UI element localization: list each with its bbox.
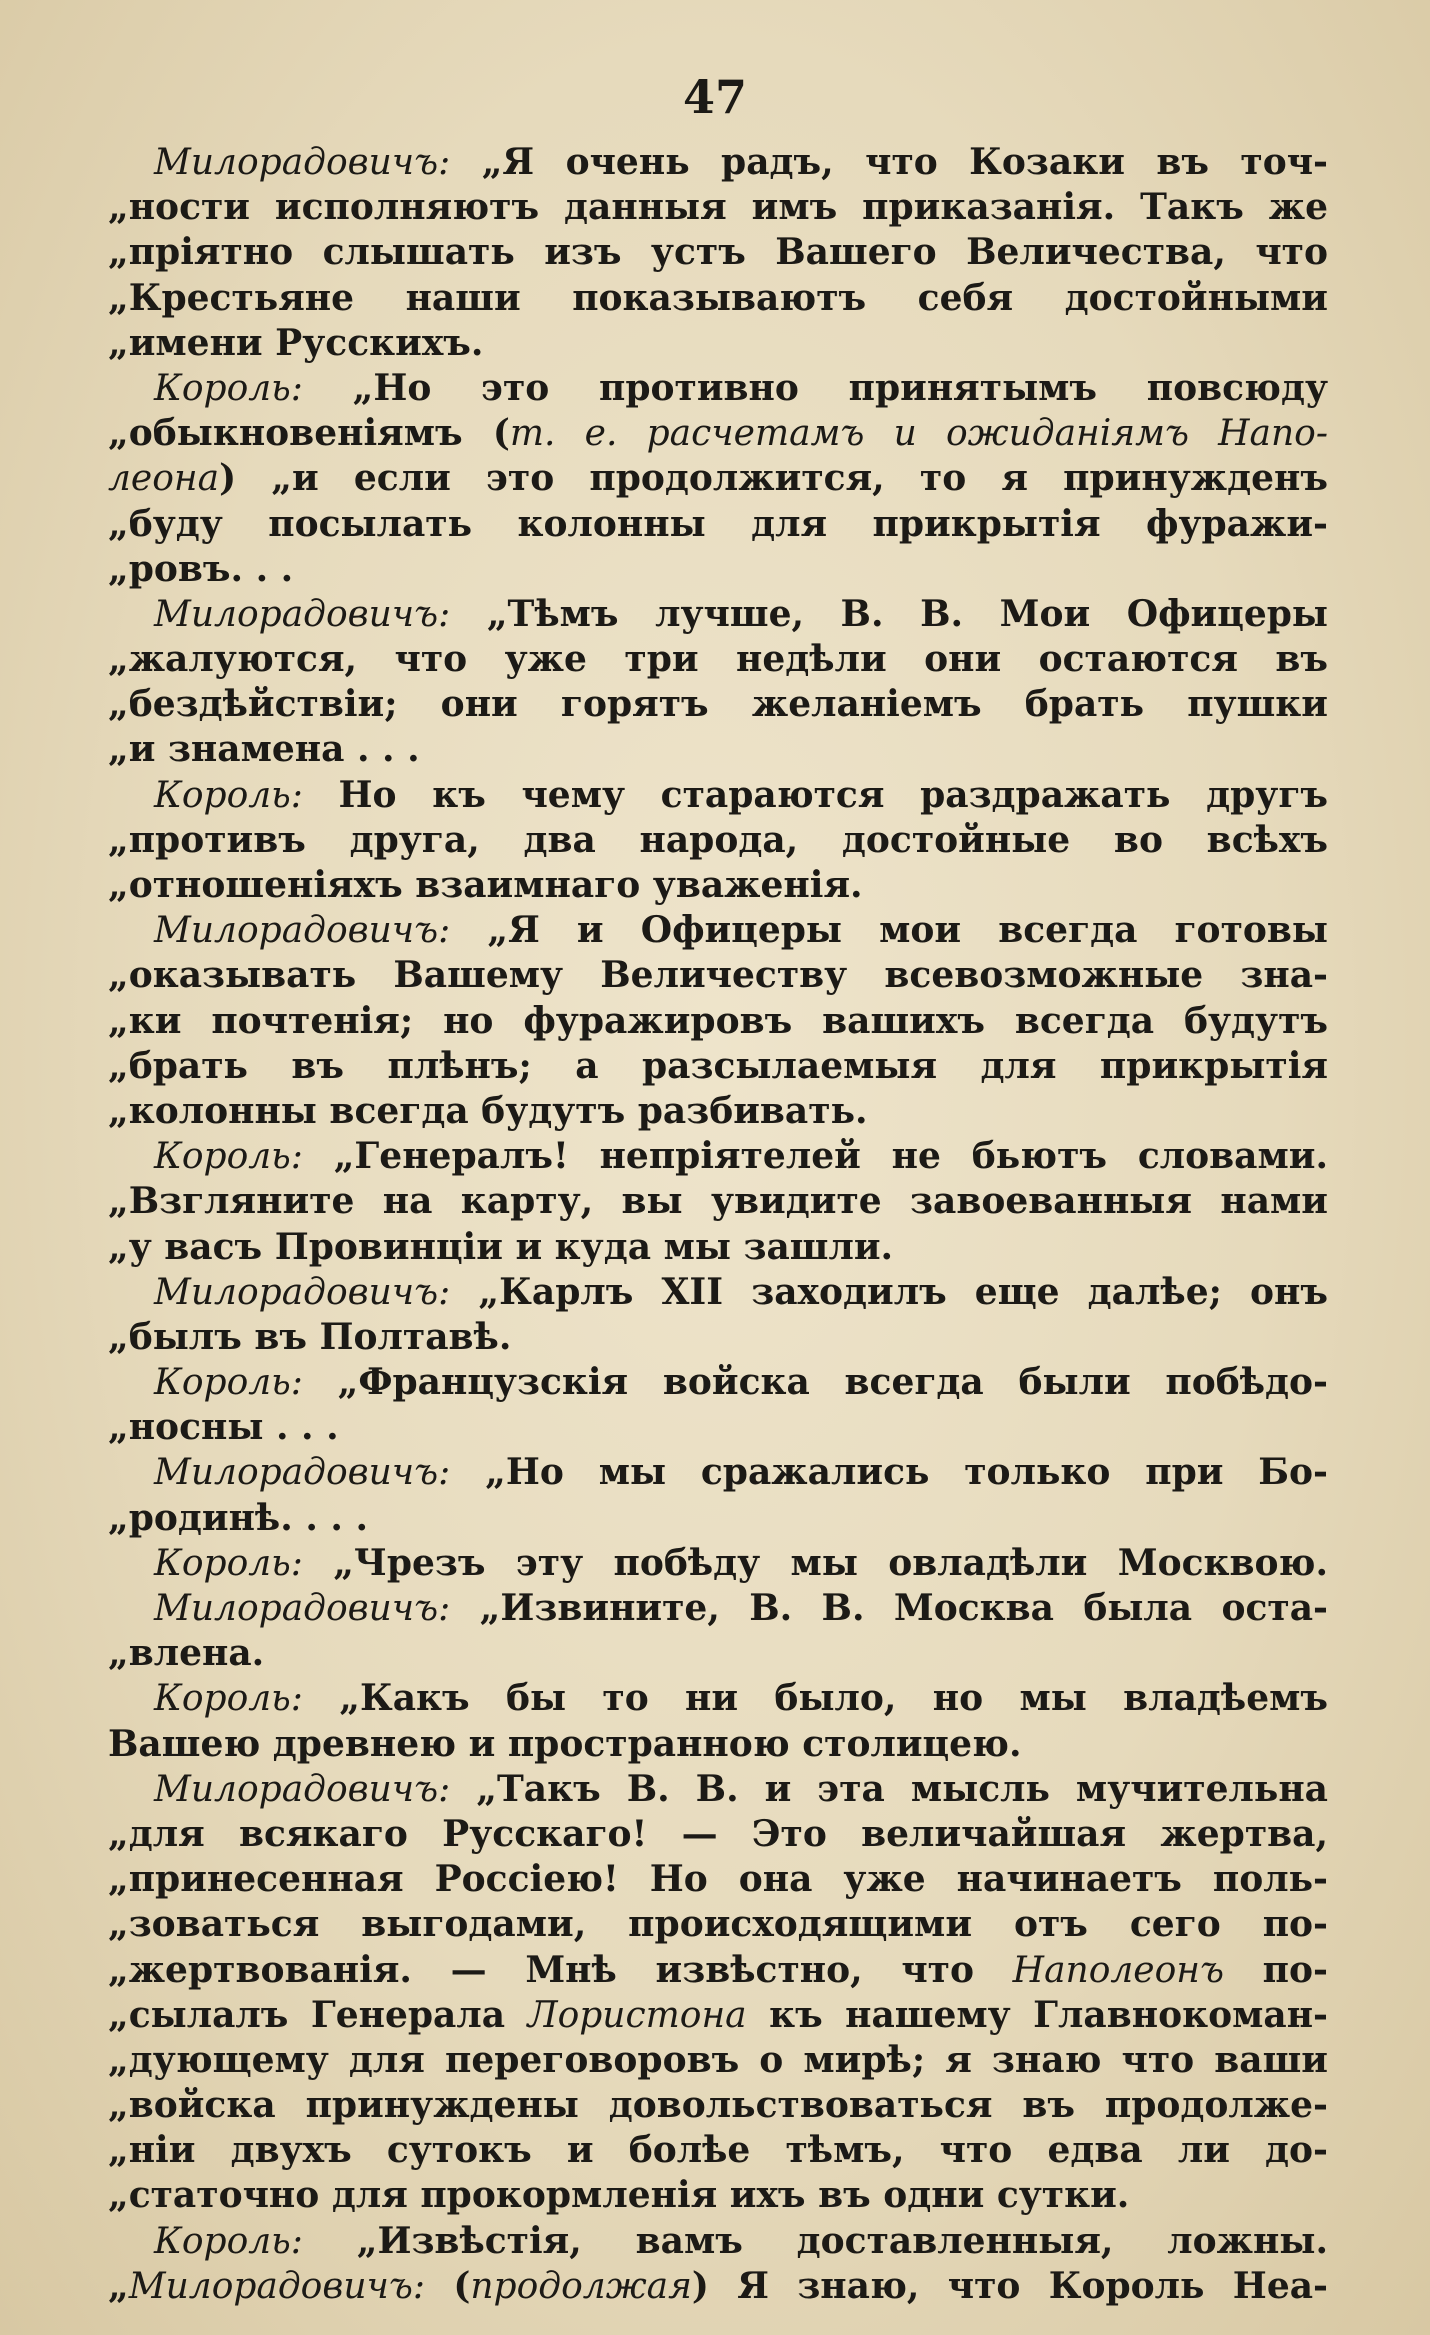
text-line (108, 818, 1328, 863)
text-run: ) „и если это продолжится, то я принужденъ (219, 457, 1328, 500)
italic-text: Милорадовичъ: (154, 1271, 451, 1313)
text-run: „ровъ. . . (108, 547, 294, 590)
text-line (108, 1948, 1328, 1993)
italic-text: Милорадовичъ: (154, 142, 451, 183)
text-run: „отношеніяхъ взаимнаго уваженія. (108, 864, 863, 906)
text-line (108, 1812, 1328, 1857)
text-line (108, 999, 1328, 1044)
text-line (108, 2083, 1328, 2128)
text-line (108, 456, 1328, 501)
text-run: „и знамена . . . (108, 728, 420, 771)
italic-text: Король: (154, 1678, 303, 1720)
text-line (108, 321, 1328, 366)
italic-text: Милорадовичъ: (154, 910, 451, 952)
text-run: „жалуются, что уже три недѣли они остаются въ (108, 638, 1328, 681)
text-run: „зоваться выгодами, происходящими отъ сего по- (108, 1903, 1328, 1946)
text-run: „Извините, В. В. Москва была оста- (450, 1587, 1328, 1629)
text-line (108, 1586, 1328, 1631)
text-line (108, 1089, 1328, 1134)
text-line (108, 185, 1328, 230)
text-run: „Какъ бы то ни было, но мы владѣемъ (302, 1677, 1328, 1720)
text-run: „Крестьяне наши показываютъ себя достойными (108, 276, 1328, 319)
text-run: „колонны всегда будутъ разбивать. (108, 1089, 868, 1132)
text-line (108, 773, 1328, 818)
text-run: „Тѣмъ лучше, В. В. Мои Офицеры (450, 592, 1328, 635)
text-run: „родинѣ. . . . (108, 1496, 368, 1539)
text-line (108, 637, 1328, 682)
text-run: „оказывать Вашему Величеству всевозможные зна- (108, 954, 1328, 997)
text-line (108, 1179, 1328, 1224)
text-run: „брать въ плѣнъ; а разсылаемыя для прикрытія (108, 1044, 1328, 1087)
text-run: „Генералъ! непріятелей не бьютъ словами. (302, 1135, 1328, 1178)
italic-text: леона (108, 458, 220, 500)
text-line (108, 2264, 1328, 2309)
text-run: „Французскія войска всегда были побѣдо- (302, 1361, 1328, 1404)
text-line (108, 411, 1328, 456)
text-run: „противъ друга, два народа, достойные во всѣхъ (108, 818, 1328, 861)
text-line (108, 1496, 1328, 1541)
text-line (108, 727, 1328, 772)
text-line (108, 276, 1328, 321)
text-run: Но къ чему стараются раздражать другъ (302, 773, 1328, 816)
text-run: „Я очень радъ, что Козаки въ точ- (450, 141, 1328, 183)
text-line (108, 1631, 1328, 1676)
text-run: „пріятно слышать изъ устъ Вашего Величества, что (108, 231, 1328, 274)
italic-text: Милорадовичъ: (154, 1768, 451, 1810)
text-line (108, 1450, 1328, 1495)
text-line (108, 863, 1328, 908)
text-line (108, 1360, 1328, 1405)
text-run: „у васъ Провинціи и куда мы зашли. (108, 1225, 894, 1268)
text-run: „имени Русскихъ. (108, 321, 484, 364)
text-line (108, 1541, 1328, 1586)
italic-text: Король: (154, 367, 303, 409)
italic-text: Король: (154, 1362, 303, 1404)
text-run: „буду посылать колонны для прикрытія фуражи- (108, 502, 1328, 545)
text-line (108, 2173, 1328, 2218)
text-run: по- (1224, 1948, 1328, 1991)
text-line (108, 1902, 1328, 1947)
text-run: „жертвованія. — Мнѣ извѣстно, что (108, 1948, 1013, 1991)
text-line (108, 1767, 1328, 1812)
italic-text: т. е. расчетамъ и ожиданіямъ Напо- (509, 413, 1329, 455)
text-run: „Извѣстія, вамъ доставленныя, ложны. (302, 2219, 1328, 2262)
text-line (108, 1134, 1328, 1179)
text-line (108, 1315, 1328, 1360)
text-run: „ніи двухъ сутокъ и болѣе тѣмъ, что едва ли до- (108, 2129, 1328, 2172)
text-line (108, 1270, 1328, 1315)
text-line (108, 1857, 1328, 1902)
text-run: „носны . . . (108, 1406, 339, 1449)
italic-text: Милорадовичъ: (154, 1452, 451, 1494)
text-run: „Взгляните на карту, вы увидите завоеванныя нами (108, 1180, 1328, 1223)
text-run: „Я и Офицеры мои всегда готовы (450, 909, 1328, 952)
text-line (108, 2219, 1328, 2264)
text-run: „принесенная Россіею! Но она уже начинаетъ поль- (108, 1858, 1328, 1901)
text-line (108, 1405, 1328, 1450)
italic-text: Милорадовичъ: (128, 2265, 426, 2307)
text-run: „Но мы сражались только при Бо- (450, 1451, 1328, 1494)
text-run: „сылалъ Генерала (108, 1993, 528, 2036)
text-run: „дующему для переговоровъ о мирѣ; я знаю что ваши (108, 2038, 1328, 2081)
italic-text: Король: (154, 1542, 303, 1584)
text-run: къ нашему Главнокоман- (746, 1993, 1328, 2036)
text-line (108, 682, 1328, 727)
text-run: „влена. (108, 1632, 265, 1675)
text-line (108, 1676, 1328, 1721)
italic-text: Милорадовичъ: (154, 593, 451, 635)
text-line (108, 908, 1328, 953)
italic-text: Наполеонъ (1012, 1949, 1224, 1991)
italic-text: продолжая (470, 2265, 692, 2307)
text-line (108, 953, 1328, 998)
text-run: „Карлъ XII заходилъ еще далѣе; онъ (450, 1270, 1328, 1313)
text-run: „обыкновеніямъ ( (108, 412, 510, 455)
text-run: „статочно для прокормленія ихъ въ одни сутки. (108, 2174, 1130, 2217)
italic-text: Король: (154, 1136, 303, 1178)
text-line (108, 140, 1328, 185)
text-run: „ (108, 2264, 129, 2307)
text-run: „былъ въ Полтавѣ. (108, 1315, 512, 1358)
text-run: „ки почтенія; но фуражировъ вашихъ всегда будутъ (108, 999, 1328, 1042)
text-line (108, 1225, 1328, 1270)
text-run: „Но это противно принятымъ повсюду (302, 366, 1328, 409)
text-line (108, 1722, 1328, 1767)
text-line (108, 230, 1328, 275)
italic-text: Милорадовичъ: (154, 1588, 451, 1629)
text-run: „для всякаго Русскаго! — Это величайшая жертва, (108, 1812, 1328, 1855)
page-number: 47 (682, 70, 747, 124)
text-run: „ности исполняютъ данныя имъ приказанія. Такъ же (108, 186, 1328, 229)
italic-text: Лористона (527, 1994, 747, 2036)
text-line (108, 502, 1328, 547)
text-run: „Чрезъ эту побѣду мы овладѣли Москвою. (302, 1541, 1328, 1584)
text-run: „войска принуждены довольствоваться въ продолже- (108, 2084, 1328, 2127)
italic-text: Король: (154, 774, 303, 816)
text-line (108, 592, 1328, 637)
text-run: „Такъ В. В. и эта мысль мучительна (450, 1767, 1328, 1810)
text-line (108, 366, 1328, 411)
text-run: „бездѣйствіи; они горятъ желаніемъ брать пушки (108, 683, 1328, 726)
dialogue-text (108, 140, 1328, 2309)
italic-text: Король: (154, 2220, 303, 2262)
text-line (108, 1044, 1328, 1089)
text-line (108, 547, 1328, 592)
text-run: Вашею древнею и пространною столицею. (108, 1722, 1022, 1765)
text-line (108, 2128, 1328, 2173)
text-line (108, 1993, 1328, 2038)
text-run: ( (425, 2264, 471, 2307)
text-line (108, 2038, 1328, 2083)
text-run: ) Я знаю, что Король Неа- (691, 2264, 1328, 2307)
